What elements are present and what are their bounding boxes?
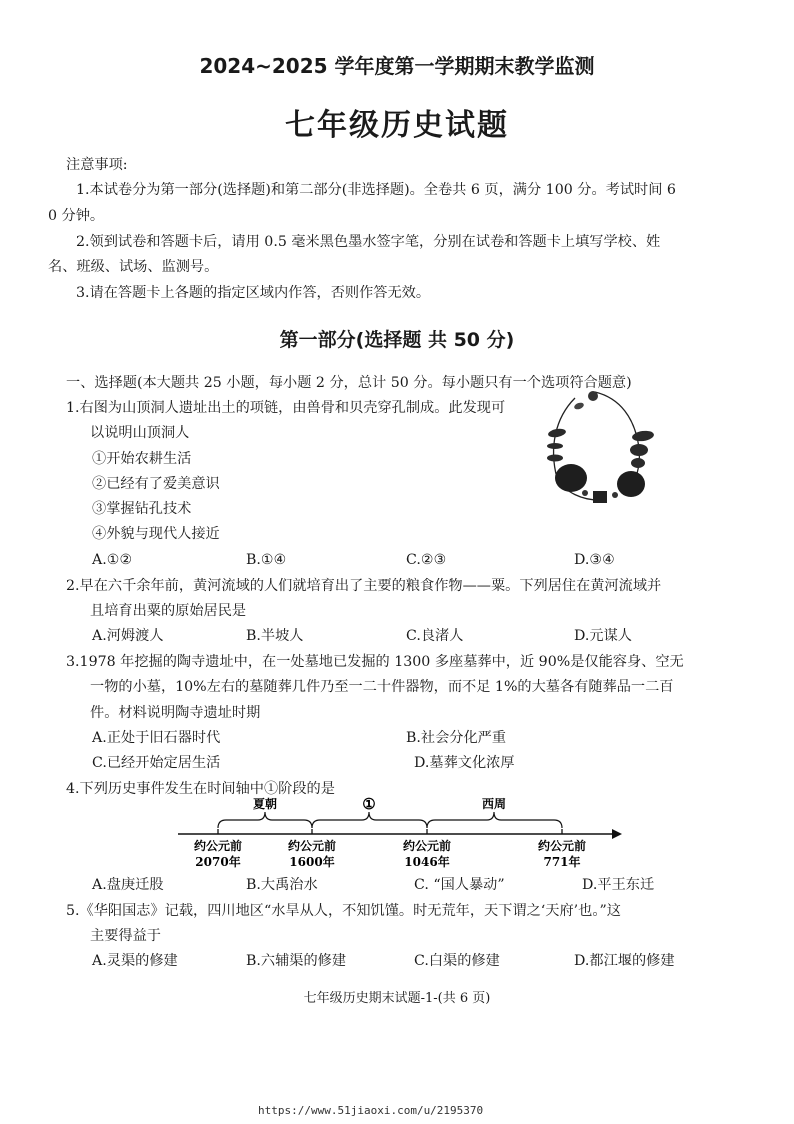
exam-title: 2024~2025 学年度第一学期期末教学监测	[199, 54, 595, 78]
q4-stem: 4.下列历史事件发生在时间轴中①阶段的是	[66, 781, 335, 797]
q4-option-b: B.大禹治水	[246, 877, 318, 893]
q2-option-b: B.半坡人	[246, 628, 304, 644]
q3-stem-line1: 3.1978 年挖掘的陶寺遗址中，在一处墓地已发掘的 1300 多座墓葬中，近 90%是仅能容身、空无	[66, 654, 684, 670]
timeline-arrow	[612, 829, 622, 839]
q1-statement-4: ④外貌与现代人接近	[92, 526, 220, 542]
q1-option-a: A.①②	[92, 552, 133, 568]
brace-xia	[218, 812, 312, 828]
watermark-url: https://www.51jiaoxi.com/u/2195370	[258, 1104, 484, 1117]
date-2-bottom: 1600年	[289, 855, 335, 869]
brace-xizhou	[427, 812, 562, 828]
q5-option-c: C.白渠的修建	[414, 953, 500, 969]
q5-option-d: D.都江堰的修建	[574, 953, 675, 969]
q1-statement-1: ①开始农耕生活	[92, 451, 192, 467]
date-3-bottom: 1046年	[404, 855, 450, 869]
q2-stem-line2: 且培育出粟的原始居民是	[90, 603, 247, 619]
notes-item3: 3.请在答题卡上各题的指定区域内作答，否则作答无效。	[76, 285, 431, 301]
notes-item1-line1: 1.本试卷分为第一部分(选择题)和第二部分(非选择题)。全卷共 6 页，满分 100 分。考试时间 6	[76, 182, 676, 198]
label-xizhou: 西周	[481, 797, 507, 811]
q2-option-c: C.良渚人	[406, 628, 464, 644]
date-3-top: 约公元前	[402, 839, 452, 853]
date-2-top: 约公元前	[287, 839, 337, 853]
q3-option-b: B.社会分化严重	[406, 730, 507, 746]
date-4-top: 约公元前	[537, 839, 587, 853]
q1-option-d: D.③④	[574, 552, 615, 568]
notes-item2-line2: 名、班级、试场、监测号。	[48, 259, 219, 275]
notes-item1-line2: 0 分钟。	[48, 208, 105, 224]
q1-stem-line2: 以说明山顶洞人	[90, 425, 190, 441]
q1-statement-2: ②已经有了爱美意识	[92, 476, 220, 492]
necklace-illustration	[535, 388, 665, 518]
q2-option-a: A.河姆渡人	[92, 628, 164, 644]
q5-option-a: A.灵渠的修建	[92, 953, 178, 969]
label-stage1: ①	[362, 796, 376, 813]
q1-option-b: B.①④	[246, 552, 287, 568]
q3-option-a: A.正处于旧石器时代	[92, 730, 221, 746]
q5-stem-line1: 5.《华阳国志》记载，四川地区“水旱从人，不知饥馑。时无荒年，天下谓之‘天府’也。”这	[66, 903, 621, 919]
notes-heading: 注意事项:	[66, 157, 128, 173]
q4-timeline	[170, 796, 630, 874]
subject-title: 七年级历史试题	[285, 108, 509, 143]
date-1-top: 约公元前	[193, 839, 243, 853]
q2-stem-line1: 2.早在六千余年前，黄河流域的人们就培育出了主要的粮食作物——粟。下列居住在黄河流域并	[66, 578, 662, 594]
q5-option-b: B.六辅渠的修建	[246, 953, 347, 969]
label-xia: 夏朝	[252, 797, 278, 811]
part1-title: 第一部分(选择题 共 50 分)	[279, 329, 515, 351]
q1-stem-line1: 1.右图为山顶洞人遗址出土的项链，由兽骨和贝壳穿孔制成。此发现可	[66, 400, 506, 416]
q4-option-a: A.盘庚迁股	[92, 877, 164, 893]
q4-option-d: D.平王东迁	[582, 877, 655, 893]
brace-stage1	[312, 812, 427, 828]
q5-stem-line2: 主要得益于	[90, 928, 161, 944]
part1-instruction: 一、选择题(本大题共 25 小题，每小题 2 分，总计 50 分。每小题只有一个选项符合题意)	[66, 375, 632, 391]
notes-item2-line1: 2.领到试卷和答题卡后，请用 0.5 毫米黑色墨水签字笔，分别在试卷和答题卡上填写学校、姓	[76, 234, 661, 250]
q4-option-c: C. “国人暴动”	[414, 877, 505, 893]
date-1-bottom: 2070年	[195, 855, 241, 869]
page-footer: 七年级历史期末试题-1-(共 6 页)	[303, 991, 491, 1006]
q1-option-c: C.②③	[406, 552, 447, 568]
q3-stem-line2: 一物的小墓，10%左右的墓随葬几件乃至一二十件器物，而不足 1%的大墓各有随葬品一二百	[90, 679, 674, 695]
q2-option-d: D.元谋人	[574, 628, 632, 644]
q1-statement-3: ③掌握钻孔技术	[92, 501, 192, 517]
date-4-bottom: 771年	[543, 855, 581, 869]
q3-option-d: D.墓葬文化浓厚	[414, 755, 515, 771]
q3-option-c: C.已经开始定居生活	[92, 755, 221, 771]
q3-stem-line3: 件。材料说明陶寺遗址时期	[90, 705, 261, 721]
